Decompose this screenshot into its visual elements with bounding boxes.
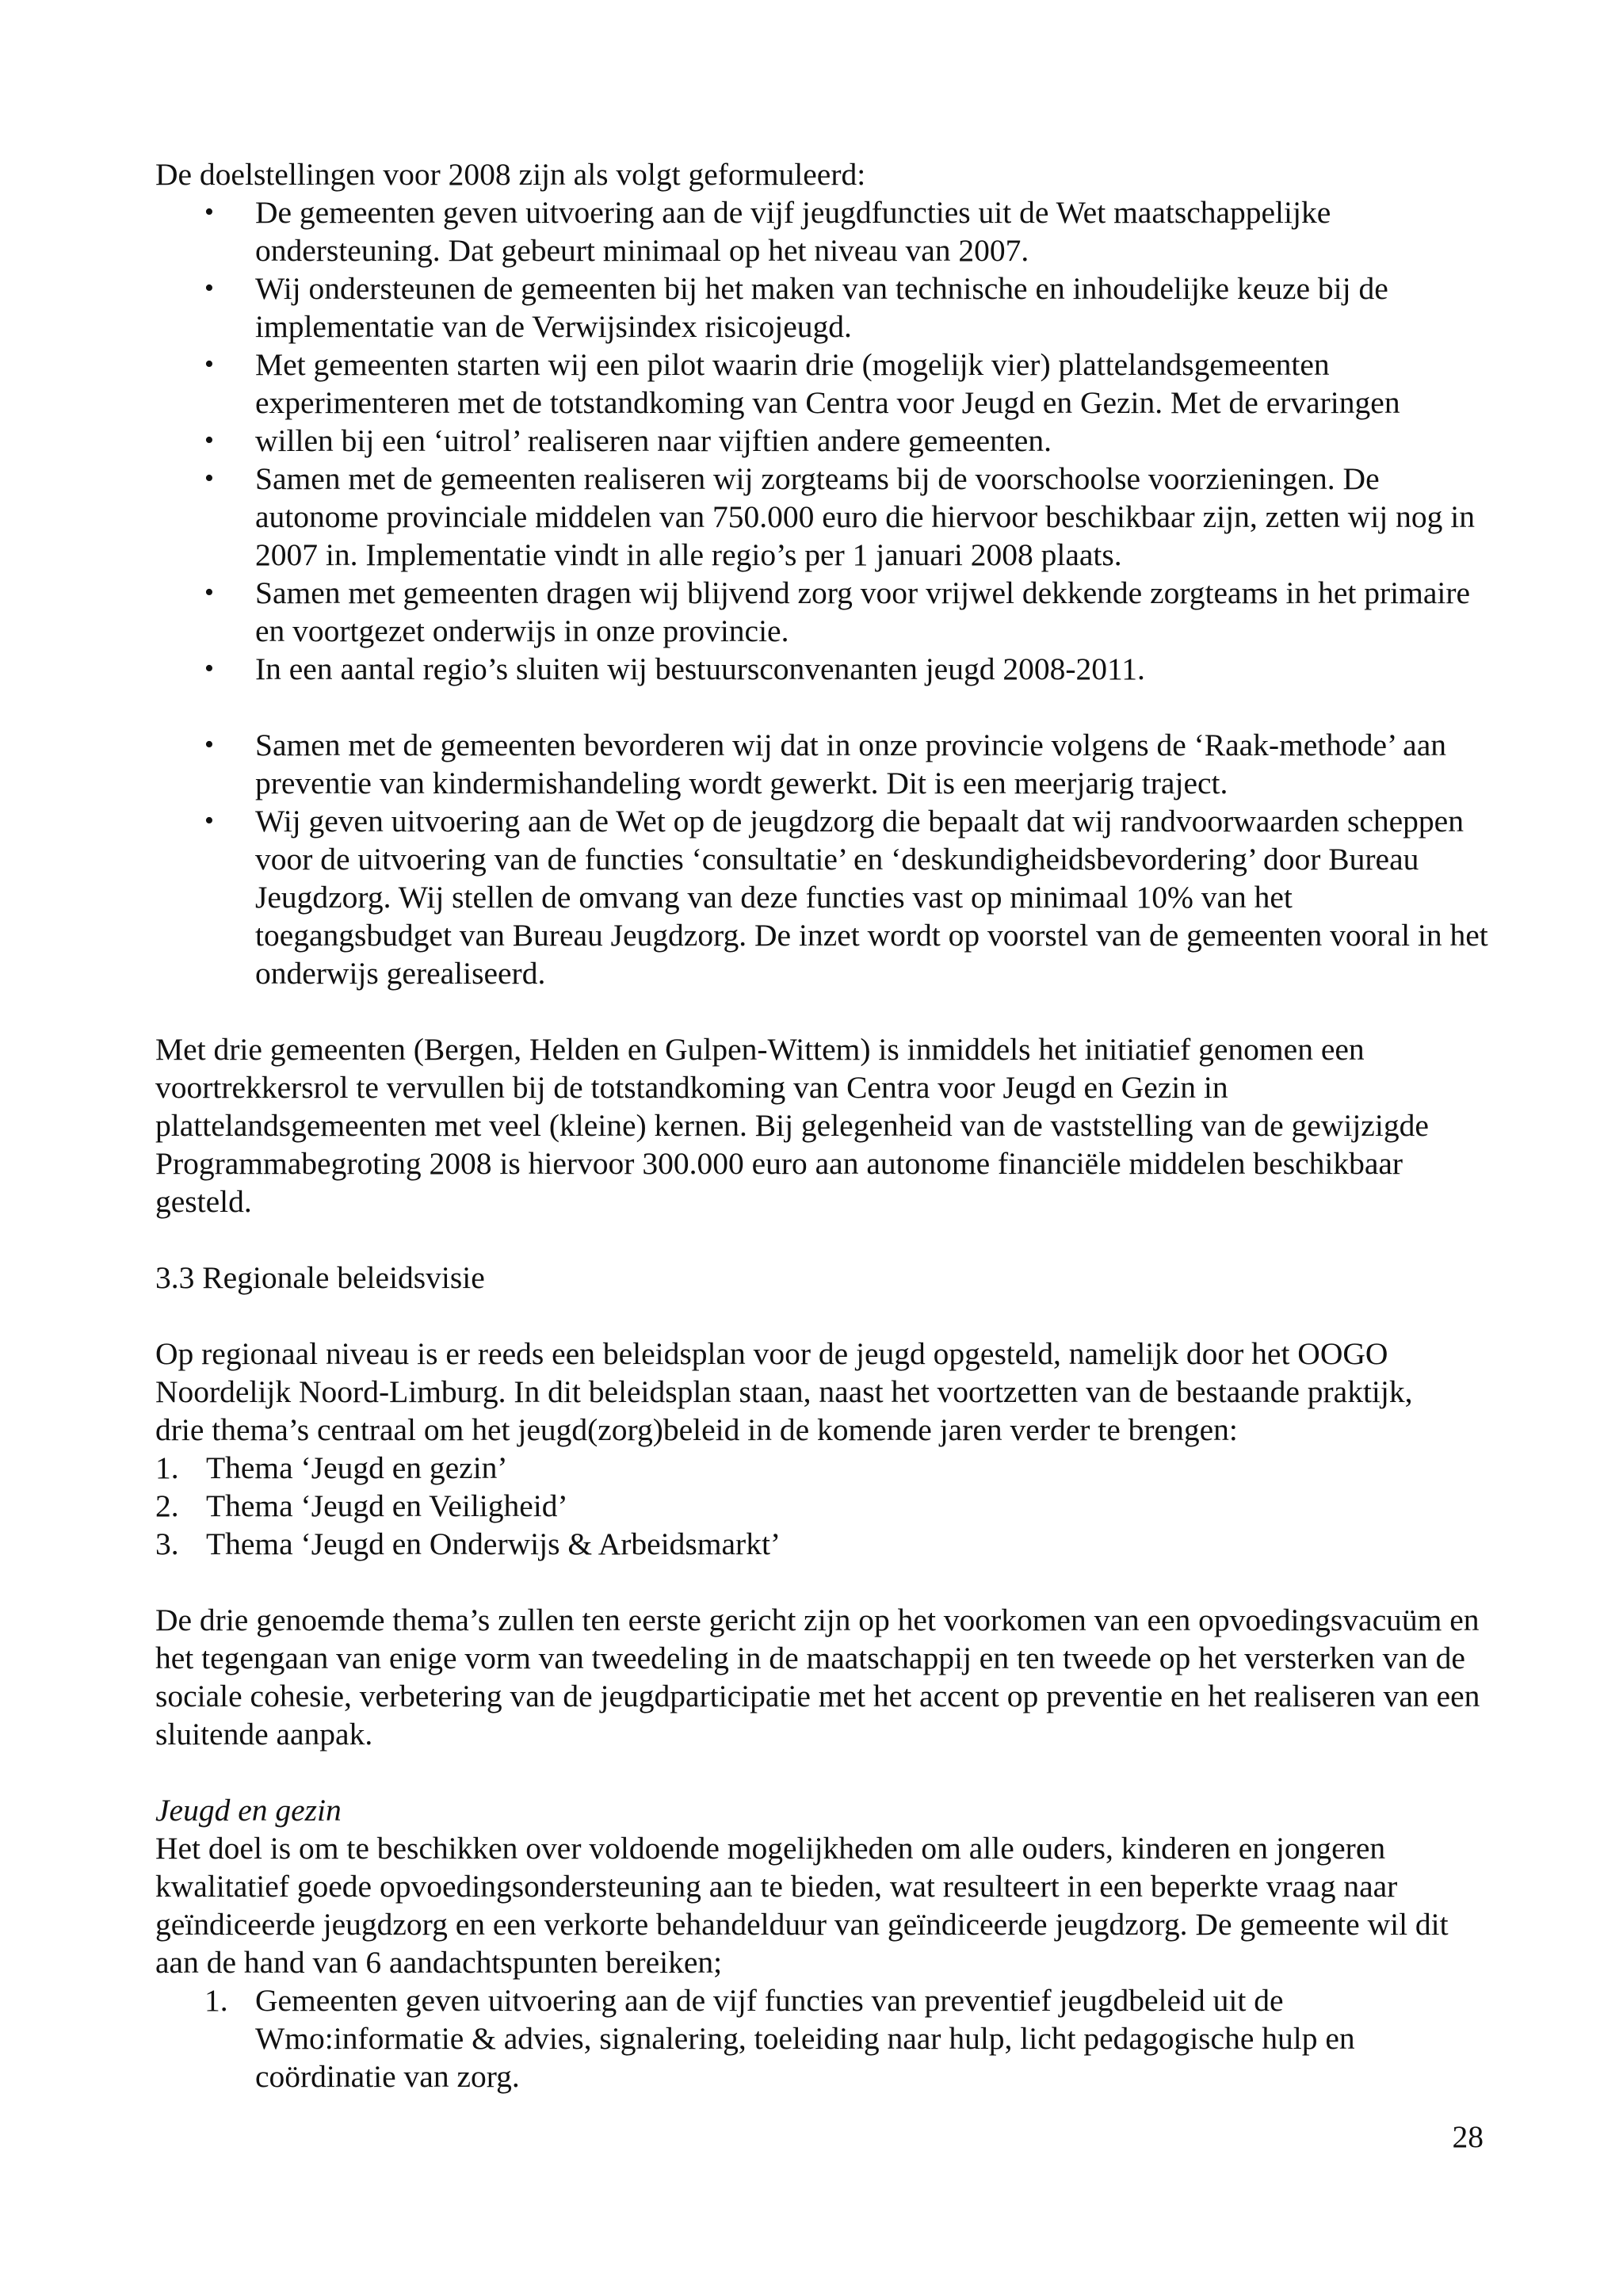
page-number: 28 <box>1452 2119 1484 2154</box>
list-item: • Wij geven uitvoering aan de Wet op de jeugdzorg die bepaalt dat wij randvoorwaarden scheppen voor de uitvoering van de functies ‘consultatie’ en ‘deskundigheidsbevordering’ door Bureau Jeugdzorg. Wij stellen de omvang van deze functies vast op minimaal 10% van het toegangsbudget van Bureau Jeugdzorg. De inzet wordt op voorstel van de gemeenten vooral in het onderwijs gerealiseerd. <box>155 802 1495 992</box>
list-number: 1. <box>155 1450 179 1485</box>
list-item: • Samen met de gemeenten realiseren wij zorgteams bij de voorschoolse voorzieningen. De autonome provinciale middelen van 750.000 euro die hiervoor beschikbaar zijn, zetten wij nog in 2007 in. Implementatie vindt in alle regio’s per 1 januari 2008 plaats. <box>155 460 1495 574</box>
spacer <box>155 1753 1495 1791</box>
list-number: 1. <box>204 1983 228 2018</box>
document-page <box>155 155 1495 2095</box>
paragraph-drie-gemeenten: Met drie gemeenten (Bergen, Helden en Gulpen-Wittem) is inmiddels het initiatief genomen een voortrekkersrol te vervullen bij de totstandkoming van Centra voor Jeugd en Gezin in plattelandsgemeenten met veel (kleine) kernen. Bij gelegenheid van de vaststelling van de gewijzigde Programmabegroting 2008 is hiervoor 300.000 euro aan autonome financiële middelen beschikbaar gesteld. <box>155 1032 1429 1219</box>
list-item <box>155 1449 1495 1487</box>
list-item <box>155 1525 1495 1563</box>
list-item: • De gemeenten geven uitvoering aan de vijf jeugdfuncties uit de Wet maatschappelijke ondersteuning. Dat gebeurt minimaal op het niveau van 2007. <box>155 193 1495 269</box>
list-item: • Met gemeenten starten wij een pilot waarin drie (mogelijk vier) plattelandsgemeenten experimenteren met de totstandkoming van Centra voor Jeugd en Gezin. Met de ervaringen <box>155 346 1495 422</box>
list-number: 3. <box>155 1526 179 1561</box>
aandachtspunten-list <box>155 1981 1495 2095</box>
list-text: Thema ‘Jeugd en Veiligheid’ <box>206 1488 568 1523</box>
list-text: Thema ‘Jeugd en gezin’ <box>206 1450 508 1485</box>
intro-paragraph: De doelstellingen voor 2008 zijn als volgt geformuleerd: <box>155 157 866 192</box>
list-number: 2. <box>155 1488 179 1523</box>
list-item: • In een aantal regio’s sluiten wij bestuursconvenanten jeugd 2008-2011. <box>155 650 1495 688</box>
paragraph-themas: De drie genoemde thema’s zullen ten eerste gericht zijn op het voorkomen van een opvoedingsvacuüm en het tegengaan van enige vorm van tweedeling in de maatschappij en ten tweede op het versterken van de sociale cohesie, verbetering van de jeugdparticipatie met het accent op preventie en het realiseren van een sluitende aanpak. <box>155 1603 1480 1752</box>
list-item <box>155 1487 1495 1525</box>
spacer <box>155 1221 1495 1259</box>
list-item <box>155 1981 1495 2095</box>
list-item: • Samen met de gemeenten bevorderen wij dat in onze provincie volgens de ‘Raak-methode’ aan preventie van kindermishandeling wordt gewerkt. Dit is een meerjarig traject. <box>155 726 1495 802</box>
subheading-jeugd-en-gezin: Jeugd en gezin <box>155 1793 342 1828</box>
list-text: Thema ‘Jeugd en Onderwijs & Arbeidsmarkt’ <box>206 1526 781 1561</box>
themes-list <box>155 1449 1495 1563</box>
spacer <box>155 688 1495 726</box>
goals-list-continued <box>155 726 1495 992</box>
section-heading: 3.3 Regionale beleidsvisie <box>155 1260 485 1295</box>
list-item: • Wij ondersteunen de gemeenten bij het maken van technische en inhoudelijke keuze bij de implementatie van de Verwijsindex risicojeugd. <box>155 269 1495 346</box>
paragraph-regionaal: Op regionaal niveau is er reeds een beleidsplan voor de jeugd opgesteld, namelijk door het OOGO Noordelijk Noord-Limburg. In dit beleidsplan staan, naast het voortzetten van de bestaande praktijk, <box>155 1336 1413 1409</box>
list-item: • willen bij een ‘uitrol’ realiseren naar vijftien andere gemeenten. <box>155 422 1495 460</box>
paragraph-doel: Het doel is om te beschikken over voldoende mogelijkheden om alle ouders, kinderen en jongeren kwalitatief goede opvoedingsondersteuning aan te bieden, wat resulteert in een beperkte vraag naar geïndiceerde jeugdzorg en een verkorte behandelduur van geïndiceerde jeugdzorg. De gemeente wil dit aan de hand van 6 aandachtspunten bereiken; <box>155 1831 1449 1980</box>
list-item: • Samen met gemeenten dragen wij blijvend zorg voor vrijwel dekkende zorgteams in het primaire en voortgezet onderwijs in onze provincie. <box>155 574 1495 650</box>
spacer <box>155 992 1495 1030</box>
goals-list <box>155 193 1495 688</box>
spacer <box>155 1297 1495 1335</box>
paragraph-regionaal-continued: drie thema’s centraal om het jeugd(zorg)beleid in de komende jaren verder te brengen: <box>155 1412 1238 1447</box>
list-text: Gemeenten geven uitvoering aan de vijf functies van preventief jeugdbeleid uit de Wmo:informatie & advies, signalering, toeleiding naar hulp, licht pedagogische hulp en coördinatie van zorg. <box>255 1983 1355 2094</box>
spacer <box>155 1563 1495 1601</box>
